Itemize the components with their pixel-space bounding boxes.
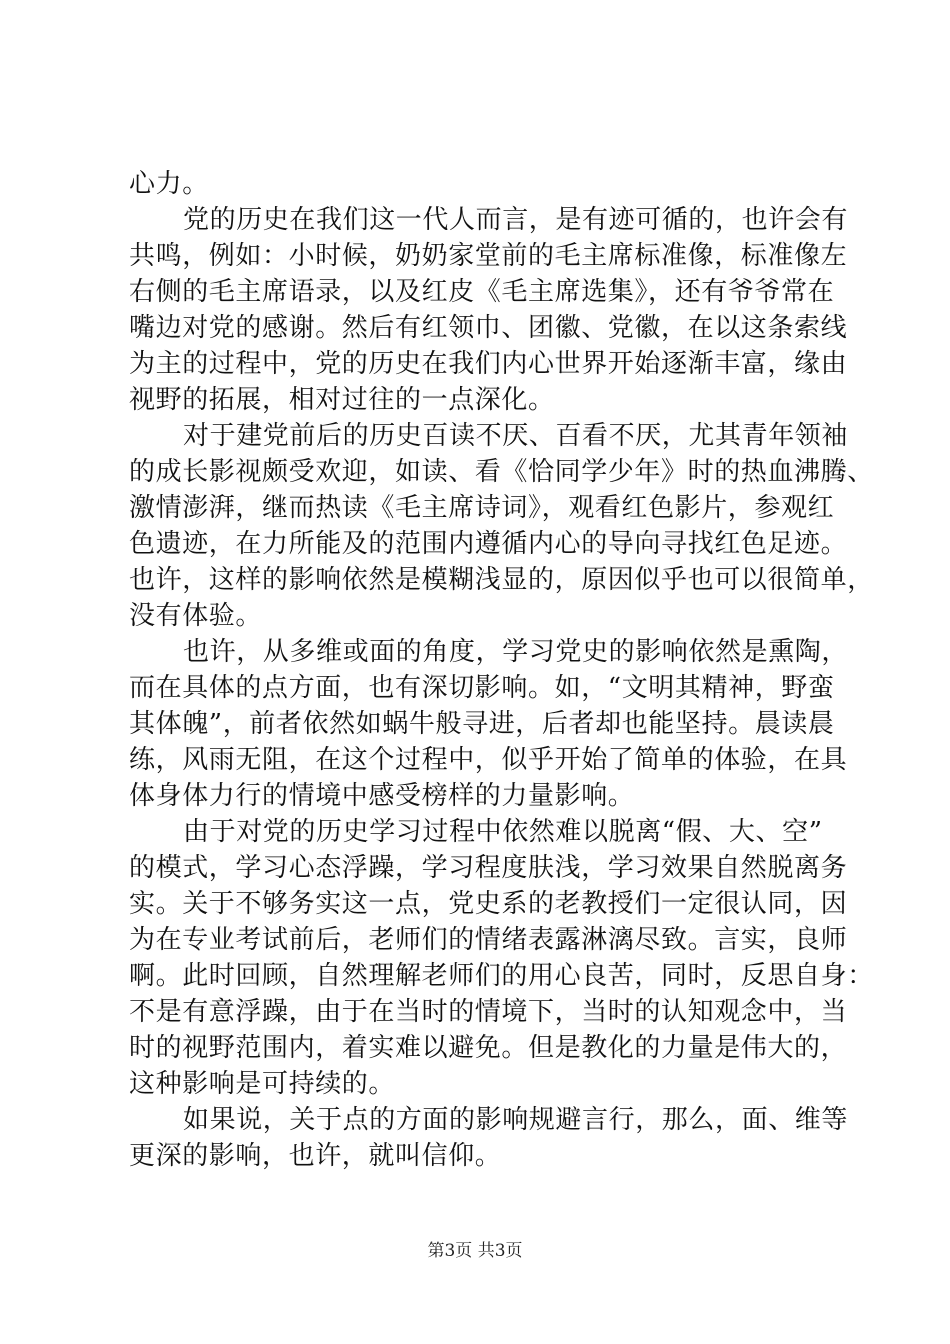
paragraph-first-line: 由于对党的历史学习过程中依然难以脱离“假、大、空” <box>183 817 823 847</box>
paragraph-first-line: 对于建党前后的历史百读不厌、百看不厌，尤其青年领袖 <box>183 421 849 451</box>
text-line: 色遗迹，在力所能及的范围内遵循内心的导向寻找红色足迹。 <box>129 529 848 559</box>
text-line: 其体魄”，前者依然如蜗牛般寻进，后者却也能坚持。晨读晨 <box>129 709 835 739</box>
text-line: 而在具体的点方面，也有深切影响。如，“文明其精神，野蛮 <box>129 673 835 703</box>
text-line: 啊。此时回顾，自然理解老师们的用心良苦，同时，反思自身： <box>129 961 874 991</box>
text-line: 体身体力行的情境中感受榜样的力量影响。 <box>129 781 635 811</box>
paragraph-first-line: 党的历史在我们这一代人而言，是有迹可循的，也许会有 <box>183 205 849 235</box>
text-line: 共鸣，例如：小时候，奶奶家堂前的毛主席标准像，标准像左 <box>129 241 848 271</box>
text-line: 没有体验。 <box>129 601 263 631</box>
text-line: 嘴边对党的感谢。然后有红领巾、团徽、党徽，在以这条索线 <box>129 313 848 343</box>
text-line: 练，风雨无阻，在这个过程中，似乎开始了简单的体验，在具 <box>129 745 848 775</box>
text-line: 右侧的毛主席语录，以及红皮《毛主席选集》，还有爷爷常在 <box>129 277 835 307</box>
text-line: 不是有意浮躁，由于在当时的情境下，当时的认知观念中，当 <box>129 997 848 1027</box>
text-line: 也许，这样的影响依然是模糊浅显的，原因似乎也可以很简单， <box>129 565 874 595</box>
text-line: 实。关于不够务实这一点，党史系的老教授们一定很认同，因 <box>129 889 848 919</box>
text-line: 这种影响是可持续的。 <box>129 1069 396 1099</box>
document-body <box>129 166 874 1174</box>
text-line: 为在专业考试前后，老师们的情绪表露淋漓尽致。言实，良师 <box>129 925 848 955</box>
paragraph-first-line: 如果说，关于点的方面的影响规避言行，那么，面、维等 <box>183 1105 849 1135</box>
text-line: 心力。 <box>129 169 209 199</box>
text-line: 时的视野范围内，着实难以避免。但是教化的力量是伟大的， <box>129 1033 848 1063</box>
text-line: 更深的影响，也许，就叫信仰。 <box>129 1141 502 1171</box>
page-number-footer: 第3页 共3页 <box>427 1241 523 1261</box>
text-line: 激情澎湃，继而热读《毛主席诗词》，观看红色影片，参观红 <box>129 493 835 523</box>
text-line: 的成长影视颇受欢迎，如读、看《恰同学少年》时的热血沸腾、 <box>129 457 874 487</box>
text-line: 为主的过程中，党的历史在我们内心世界开始逐渐丰富，缘由 <box>129 349 848 379</box>
text-line: 视野的拓展，相对过往的一点深化。 <box>129 385 555 415</box>
paragraph-first-line: 也许，从多维或面的角度，学习党史的影响依然是熏陶， <box>183 637 849 667</box>
text-line: 的模式，学习心态浮躁，学习程度肤浅，学习效果自然脱离务 <box>129 853 848 883</box>
